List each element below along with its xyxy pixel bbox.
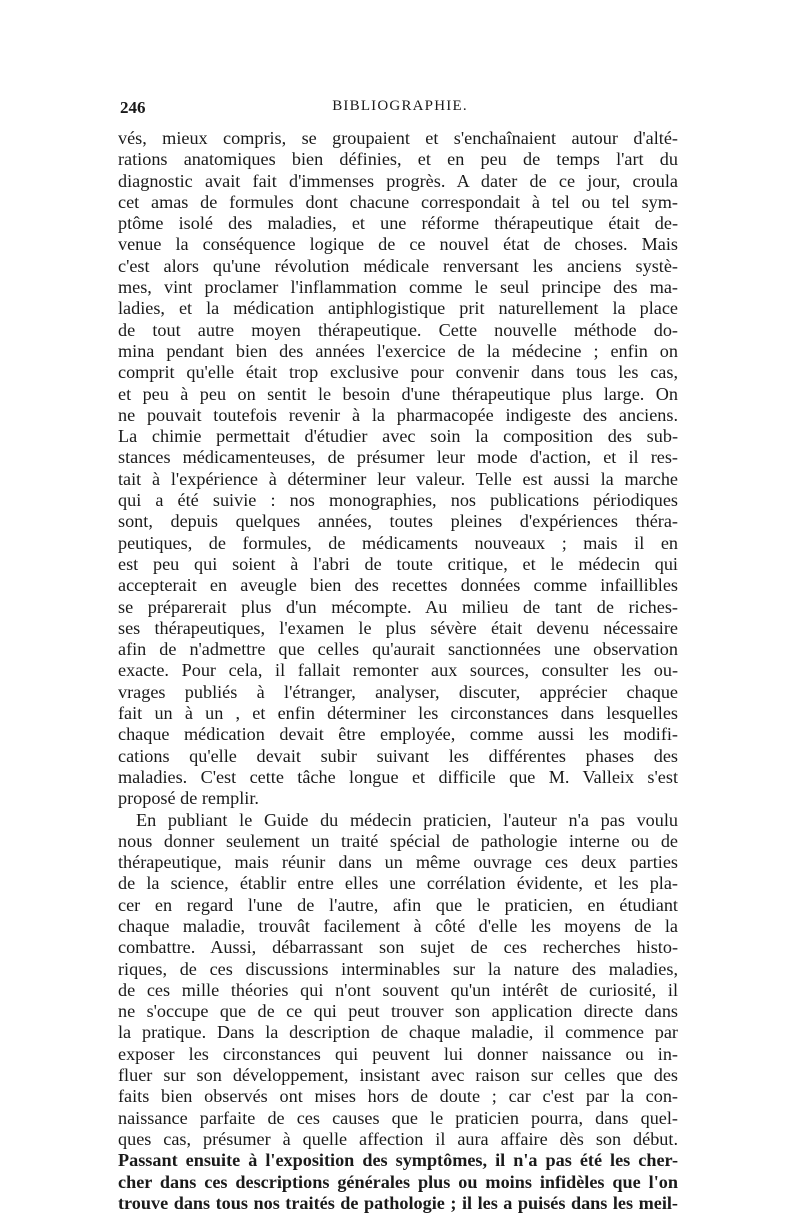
text-line: combattre. Aussi, débarrassant son sujet de ces recherches histo- bbox=[118, 937, 678, 958]
text-line: naissance parfaite de ces causes que le praticien pourra, dans quel- bbox=[118, 1107, 678, 1128]
text-line: qui a été suivie : nos monographies, nos publications périodiques bbox=[118, 490, 678, 511]
text-line: et peu à peu on sentit le besoin d'une thérapeutique plus large. On bbox=[118, 383, 678, 404]
text-line: de tout autre moyen thérapeutique. Cette nouvelle méthode do- bbox=[118, 319, 678, 340]
text-line: cher dans ces descriptions générales plus ou moins infidèles que l'on bbox=[118, 1171, 678, 1192]
running-head: BIBLIOGRAPHIE. bbox=[332, 98, 468, 114]
text-line: est peu qui soient à l'abri de toute critique, et le médecin qui bbox=[118, 553, 678, 574]
text-line: cer en regard l'une de l'autre, afin que le praticien, en étudiant bbox=[118, 894, 678, 915]
text-line: chaque maladie, trouvât facilement à côté d'elle les moyens de la bbox=[118, 915, 678, 936]
text-line: fait un à un , et enfin déterminer les circonstances dans lesquelles bbox=[118, 703, 678, 724]
text-line: tait à l'expérience à déterminer leur valeur. Telle est aussi la marche bbox=[118, 468, 678, 489]
text-line: maladies. C'est cette tâche longue et difficile que M. Valleix s'est bbox=[118, 766, 678, 787]
text-line: comprit qu'elle était trop exclusive pour convenir dans tous les cas, bbox=[118, 362, 678, 383]
text-line: cations qu'elle devait subir suivant les différentes phases des bbox=[118, 745, 678, 766]
page-header bbox=[120, 98, 680, 124]
text-line: c'est alors qu'une révolution médicale renversant les anciens systè- bbox=[118, 255, 678, 276]
text-line: de la science, établir entre elles une corrélation évidente, et les pla- bbox=[118, 873, 678, 894]
text-line: exposer les circonstances qui peuvent lui donner naissance ou in- bbox=[118, 1043, 678, 1064]
paragraph-end-line: proposé de remplir. bbox=[118, 788, 259, 809]
text-line: mina pendant bien des années l'exercice de la médecine ; enfin on bbox=[118, 340, 678, 361]
text-line: ne s'occupe que de ce qui peut trouver son application directe dans bbox=[118, 1001, 678, 1022]
text-line: ptôme isolé des maladies, et une réforme thérapeutique était de- bbox=[118, 213, 678, 234]
text-line: ladies, et la médication antiphlogistique prit naturellement la place bbox=[118, 298, 678, 319]
text-line: nous donner seulement un traité spécial de pathologie interne ou de bbox=[118, 830, 678, 851]
text-line: rations anatomiques bien définies, et en peu de temps l'art du bbox=[118, 149, 678, 170]
text-line: mes, vint proclamer l'inflammation comme le seul principe des ma- bbox=[118, 277, 678, 298]
text-line: ques cas, présumer à quelle affection il aura affaire dès son début. bbox=[118, 1128, 678, 1149]
text-line: faits bien observés ont mises hors de doute ; car c'est par la con- bbox=[118, 1086, 678, 1107]
text-line: accepterait en aveugle bien des recettes données comme infaillibles bbox=[118, 575, 678, 596]
text-line: thérapeutique, mais réunir dans un même ouvrage ces deux parties bbox=[118, 852, 678, 873]
text-line: sont, depuis quelques années, toutes pleines d'expériences théra- bbox=[118, 511, 678, 532]
text-line: de ces mille théories qui n'ont souvent qu'un intérêt de curiosité, il bbox=[118, 979, 678, 1000]
text-line: vrages publiés à l'étranger, analyser, discuter, apprécier chaque bbox=[118, 681, 678, 702]
text-line: La chimie permettait d'étudier avec soin la composition des sub- bbox=[118, 426, 678, 447]
body-text bbox=[118, 128, 678, 1214]
text-line: afin de n'admettre que celles qu'aurait sanctionnées une observation bbox=[118, 639, 678, 660]
text-line: la pratique. Dans la description de chaque maladie, il commence par bbox=[118, 1022, 678, 1043]
text-line: peutiques, de formules, de médicaments nouveaux ; mais il en bbox=[118, 532, 678, 553]
text-line: venue la conséquence logique de ce nouvel état de choses. Mais bbox=[118, 234, 678, 255]
text-line: trouve dans tous nos traités de pathologie ; il les a puisés dans les meil- bbox=[118, 1192, 678, 1213]
text-line: ses thérapeutiques, l'examen le plus sévère était devenu nécessaire bbox=[118, 617, 678, 638]
text-line: vés, mieux compris, se groupaient et s'enchaînaient autour d'alté- bbox=[118, 128, 678, 148]
text-line: ne pouvait toutefois revenir à la pharmacopée indigeste des anciens. bbox=[118, 404, 678, 425]
text-line: Passant ensuite à l'exposition des symptômes, il n'a pas été les cher- bbox=[118, 1150, 678, 1171]
text-line: exacte. Pour cela, il fallait remonter aux sources, consulter les ou- bbox=[118, 660, 678, 681]
text-line: se préparerait plus d'un mécompte. Au milieu de tant de riches- bbox=[118, 596, 678, 617]
page-number: 246 bbox=[120, 98, 146, 117]
text-line: fluer sur son développement, insistant avec raison sur celles que des bbox=[118, 1065, 678, 1086]
paragraph-start-line: En publiant le Guide du médecin praticien, l'auteur n'a pas voulu bbox=[136, 809, 678, 830]
text-line: chaque médication devait être employée, comme aussi les modifi- bbox=[118, 724, 678, 745]
text-line: diagnostic avait fait d'immenses progrès. A dater de ce jour, croula bbox=[118, 170, 678, 191]
text-line: riques, de ces discussions interminables sur la nature des maladies, bbox=[118, 958, 678, 979]
text-line: cet amas de formules dont chacune correspondait à tel ou tel sym- bbox=[118, 191, 678, 212]
text-line: stances médicamenteuses, de présumer leur mode d'action, et il res- bbox=[118, 447, 678, 468]
